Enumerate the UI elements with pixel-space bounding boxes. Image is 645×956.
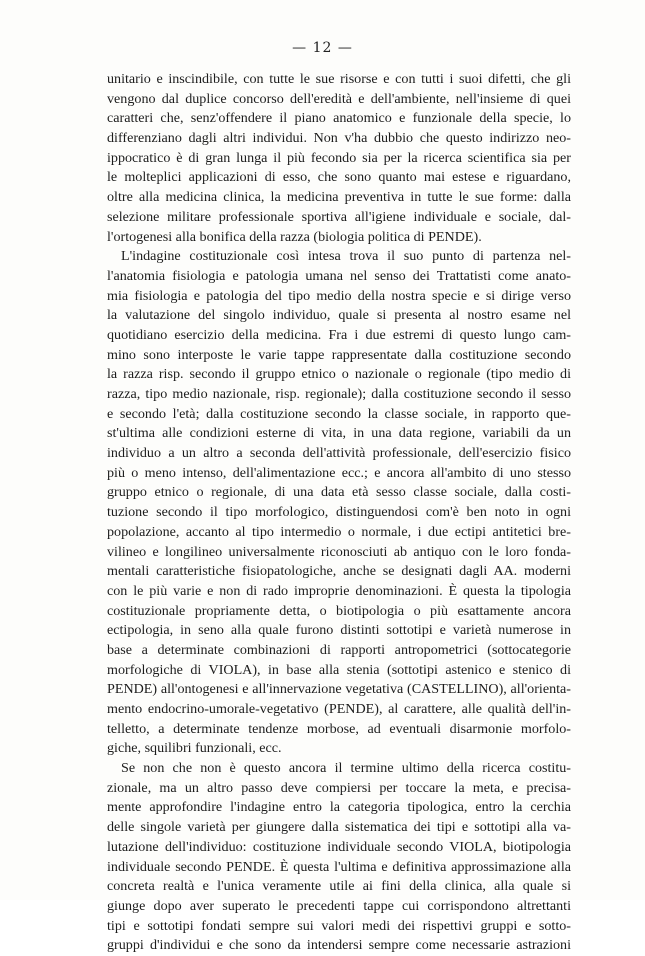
text-line: giche, squilibri funzionali, ecc.: [107, 740, 282, 757]
text-line: la valutazione del singolo individuo, quale si presenta al nostro esame nel: [107, 307, 571, 324]
text-line: tuzione secondo il tipo morfologico, distinguendosi com'è ben noto in ogni: [107, 504, 571, 521]
text-line: selezione militare professionale sportiva all'igiene individuale e sociale, dal-: [107, 208, 571, 225]
text-line: unitario e inscindibile, con tutte le sue risorse e con tutti i suoi difetti, che gli: [107, 71, 571, 87]
text-line: mento endocrino-umorale-vegetativo (PENDE), al carattere, alle qualità dell'in-: [107, 701, 571, 717]
text-line: vengono dal duplice concorso dell'eredità e dell'ambiente, nell'insieme di quei: [107, 90, 571, 107]
text-line: mente approfondire l'indagine entro la categoria tipologica, entro la cerchia: [107, 799, 571, 816]
text-line: Se non che non è questo ancora il termine ultimo della ricerca costitu-: [121, 760, 571, 777]
text-line: più o meno intenso, dell'alimentazione ecc.; e ancora all'ambito di uno stesso: [107, 464, 571, 481]
body-text: [107, 70, 571, 956]
text-line: individuo a un altro a seconda dell'attività professionale, dell'esercizio fisico: [107, 445, 571, 462]
text-line: giunge dopo aver superato le precedenti tappe cui corrispondono altrettanti: [107, 897, 571, 914]
text-line: st'ultima alle condizioni esterne di vita, in una data regione, variabili da un: [107, 425, 571, 442]
text-line: delle singole varietà per giungere dalla sistematica dei tipi e sottotipi alla va-: [107, 819, 571, 836]
text-line: base a determinate combinazioni di rapporti antropometrici (sottocategorie: [107, 641, 571, 658]
text-line: quotidiano esercizio della medicina. Fra i due estremi di questo lungo cam-: [107, 326, 571, 343]
text-line: e secondo l'età; dalla costituzione secondo la classe sociale, in rapporto que-: [107, 405, 571, 422]
text-line: caratteri che, senz'offendere il piano anatomico e funzionale della specie, lo: [107, 110, 571, 127]
text-line: la razza risp. secondo il gruppo etnico o nazionale o regionale (tipo medio di: [107, 366, 571, 383]
text-line: morfologiche di VIOLA), in base alla stenia (sottotipi astenico e stenico di: [107, 661, 571, 678]
page-number: — 12 —: [292, 40, 353, 56]
text-line: ectipologia, in seno alla quale furono distinti sottotipi e varietà numerose in: [107, 622, 571, 639]
text-line: vilineo e longilineo universalmente riconosciuti ab antiquo con le loro fonda-: [107, 543, 571, 560]
text-line: l'ortogenesi alla bonifica della razza (biologia politica di PENDE).: [107, 228, 482, 245]
text-line: telletto, a determinate tendenze morbose, ad eventuali disarmonie morfolo-: [107, 720, 571, 737]
text-line: l'anatomia fisiologia e patologia umana nel senso dei Trattatisti come anato-: [107, 267, 571, 284]
text-line: concreta realtà e l'unica veramente utile ai fini della clinica, alla quale si: [107, 878, 571, 895]
text-line: con le più varie e non di rado improprie denominazioni. È questa la tipologia: [107, 582, 571, 599]
text-line: PENDE) all'ontogenesi e all'innervazione vegetativa (CASTELLINO), all'orienta-: [107, 681, 571, 698]
text-line: gruppi d'individui e che sono da intendersi sempre come necessarie astrazioni: [107, 937, 571, 954]
text-line: mentali caratteristiche fisiopatologiche, anche se designati dagli AA. moderni: [107, 563, 571, 580]
text-line: L'indagine costituzionale così intesa trova il suo punto di partenza nel-: [121, 248, 571, 265]
text-line: tipi e sottotipi fondati sempre sui valori medi dei rispettivi gruppi e sotto-: [107, 917, 571, 934]
text-line: razza, tipo medio nazionale, risp. regionale); dalla costituzione secondo il sesso: [107, 386, 571, 402]
text-line: oltre alla medicina clinica, la medicina preventiva in tutte le sue forme: dalla: [107, 189, 571, 206]
text-line: individuale secondo PENDE. È questa l'ultima e definitiva approssimazione alla: [107, 858, 571, 875]
paragraph: [107, 70, 571, 247]
paragraph: [107, 759, 571, 956]
text-line: mia fisiologia e patologia del tipo medio della nostra specie e si dirige verso: [107, 287, 571, 304]
text-line: costituzionale propriamente detta, o biotipologia o più esattamente ancora: [107, 602, 571, 619]
text-line: le molteplici applicazioni di esso, che sono quanto mai estese e riguardano,: [107, 169, 571, 186]
text-line: ippocratico è di gran lunga il più fecondo sia per la ricerca scientifica sia per: [107, 149, 571, 166]
text-line: mino sono interposte le varie tappe rappresentate dalla costituzione secondo: [107, 346, 571, 363]
text-line: popolazione, accanto al tipo intermedio o normale, i due ectipi antitetici bre-: [107, 523, 571, 540]
paragraph: [107, 247, 571, 759]
text-line: differenziano dagli altri individui. Non v'ha dubbio che questo indirizzo neo-: [107, 130, 571, 147]
text-line: lutazione dell'individuo: costituzione individuale secondo VIOLA, biotipologia: [107, 838, 571, 855]
text-line: zionale, ma un altro passo deve compiersi per toccare la meta, e precisa-: [107, 779, 571, 796]
text-line: gruppo etnico o regionale, di una data età sesso classe sociale, dalla costi-: [107, 484, 571, 501]
